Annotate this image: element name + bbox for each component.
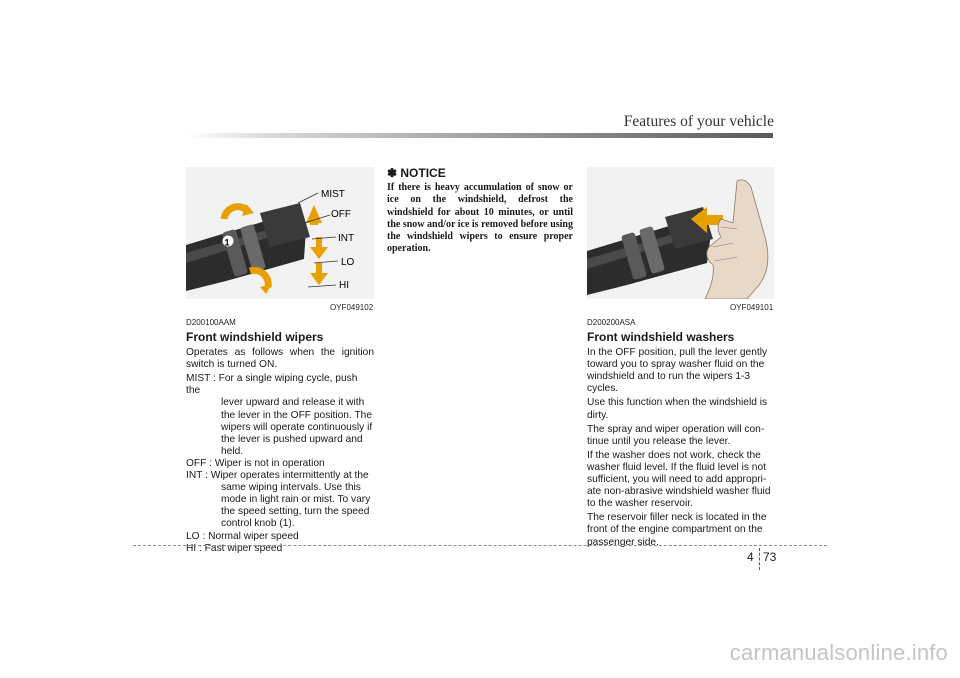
footer-rule xyxy=(133,545,827,546)
wiper-mode-first-line: HI : Fast wiper speed xyxy=(186,542,283,554)
heading-front-windshield-wipers: Front windshield wipers xyxy=(186,330,324,345)
notice-title: ✽ NOTICE xyxy=(387,166,446,180)
wiper-mode-first-line: LO : Normal wiper speed xyxy=(186,530,299,542)
wiper-mode-lo xyxy=(186,531,374,543)
label-int: INT xyxy=(338,233,355,244)
wiper-mode-continuation: same wiping intervals. Use this mode in light rain or mist. To vary the speed setting, turn the speed control knob (1). xyxy=(221,482,371,530)
wipers-intro: Operates as follows when the ignition switch is turned ON. xyxy=(186,347,374,371)
label-hi: HI xyxy=(339,280,349,291)
wiper-mode-first-line: INT : Wiper operates intermittently at the xyxy=(186,470,369,482)
watermark: carmanualsonline.info xyxy=(729,640,948,665)
callout-number-1: 1 xyxy=(224,237,230,248)
left-column xyxy=(186,317,374,555)
wiper-mode-continuation: lever upward and release it with the lever in the OFF position. The wipers will operate continuously if the lever is pushed upward and held. xyxy=(221,397,373,457)
washer-paragraph: The spray and wiper operation will con-tinue until you release the lever. xyxy=(587,423,765,447)
section-code-washers: D200200ASA xyxy=(587,318,636,327)
notice-body: If there is heavy accumulation of snow or ice on the windshield, defrost the windshield for about 10 minutes, or until the snow and/or ice is removed before using the windshield wipers to ensure proper operation. xyxy=(387,182,573,255)
figure-washer-lever xyxy=(587,167,774,299)
wiper-mode-off xyxy=(186,458,374,470)
notice-box xyxy=(387,167,573,255)
wiper-mode-mist xyxy=(186,373,374,458)
header-rule xyxy=(185,133,773,138)
label-mist: MIST xyxy=(321,189,345,200)
washer-paragraph: Use this function when the windshield is dirty. xyxy=(587,397,768,421)
page-number: 73 xyxy=(763,550,777,564)
washer-paragraph: The reservoir filler neck is located in the front of the engine compartment on the passenger side. xyxy=(587,512,767,548)
wiper-mode-int xyxy=(186,470,374,530)
wiper-mode-first-line: MIST : For a single wiping cycle, push the xyxy=(186,373,358,397)
wiper-mode-first-line: OFF : Wiper is not in operation xyxy=(186,457,325,469)
washer-paragraph: If the washer does not work, check the washer fluid level. If the fluid level is not sufficient, you will need to add appropri-ate non-abrasive windshield washer fluid to the washer reservoir. xyxy=(587,449,771,510)
figure-left-code: OYF049102 xyxy=(330,303,374,312)
figure-right-code: OYF049101 xyxy=(730,303,774,312)
label-off: OFF xyxy=(331,209,351,220)
page-header-title: Features of your vehicle xyxy=(623,113,774,130)
right-column xyxy=(587,317,774,551)
section-code-wipers: D200100AAM xyxy=(186,318,236,327)
page-chapter: 4 xyxy=(747,550,754,564)
page-number-separator xyxy=(759,548,760,570)
heading-front-windshield-washers: Front windshield washers xyxy=(587,330,735,345)
figure-wiper-lever xyxy=(186,167,374,299)
label-lo: LO xyxy=(341,257,355,268)
washer-paragraph: In the OFF position, pull the lever gently toward you to spray washer fluid on the windshield and to run the wipers 1-3 cycles. xyxy=(587,347,768,395)
